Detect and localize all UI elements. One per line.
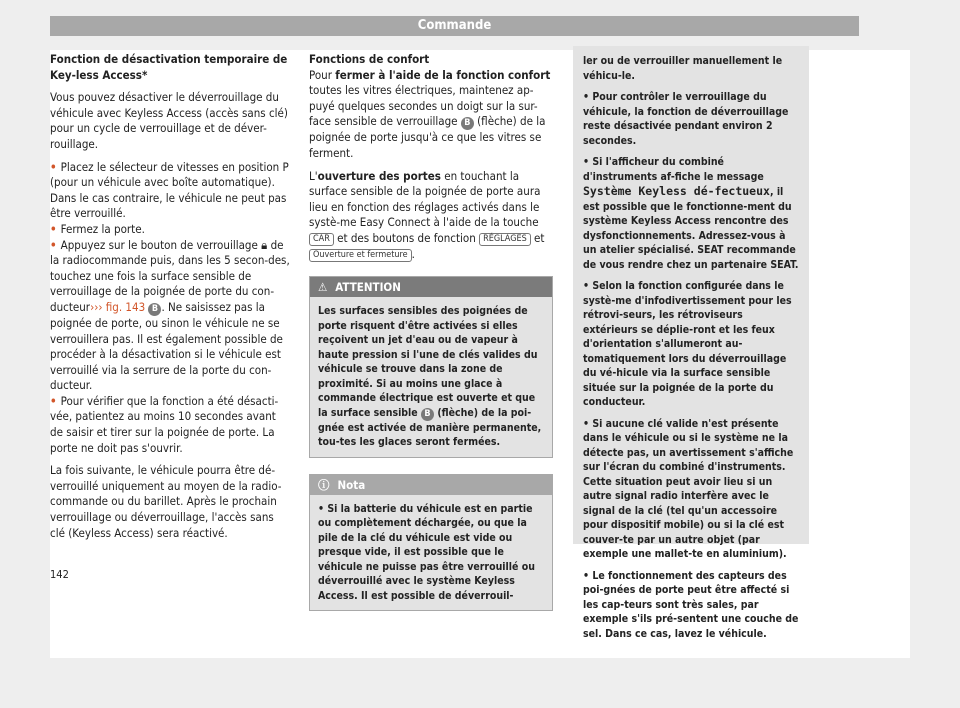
bullet-item: [50, 160, 290, 222]
bullet-text: Pour vérifier que la fonction a été désacti-vée, patientez au moins 10 secondes avant de saisir et tirer sur la poignée de porte. La porte ne doit pas s'ouvrir.: [50, 393, 279, 455]
paragraph: [309, 68, 553, 162]
bullet-icon: •: [50, 393, 57, 408]
bullet-item: [50, 238, 290, 394]
figure-reference-link[interactable]: ››› fig. 143: [90, 299, 146, 314]
text: en touchant la surface sensible de la poignée de porte aura lieu en fonction des réglages activés dans le systè-me Easy Connect à l'aide de la touche: [309, 168, 541, 230]
bullet-text: Fermez la porte.: [60, 221, 145, 236]
text: Le fonctionnement des capteurs des poi-gnées de porte peut être affecté si les cap-teurs sont très sales, par exemple s'ils pré-sentent une couche de sel. Dans ce cas, lavez le véhicule.: [583, 569, 799, 640]
paragraph: La fois suivante, le véhicule pourra être dé-verrouillé uniquement au moyen de la radio-commande ou du barillet. Après le prochain verrouillage ou déverrouillage, l'accès sans clé (Keyless Access) sera réactivé.: [50, 463, 282, 540]
warning-icon: ⚠: [318, 280, 328, 295]
text: Si aucune clé valide n'est présente dans le véhicule ou si le système ne la détecte pas, un avertissement s'affiche sur l'écran du combiné d'instruments. Cette situation peut avoir lieu si un autre signal radio interfère avec le signal de la clé (tel qu'un accessoire pour dispositif mobile) ou si la clé est couver-te par un autre objet (par exemple une mallet-te en aluminium).: [583, 417, 794, 560]
marker-b: B: [421, 408, 434, 421]
bullet-icon: •: [583, 417, 590, 430]
paragraph: Vous pouvez désactiver le déverrouillage du véhicule avec Keyless Access (accès sans clé) pour un cycle de verrouillage et de déver-rouillage.: [50, 90, 288, 151]
text: Si la batterie du véhicule est en partie ou complètement déchargée, ou que la pile de la clé du véhicule est vide ou presque vide, il est possible que le véhicule ne puisse pas être verrouillé ou déverrouillé avec le système Keyless Access. Il est possible de déverrouil-: [318, 502, 535, 602]
bullet-text: . Ne saisissez pas la poignée de porte, ou sinon le véhicule ne se verrouillera pas. Il est également possible de procéder à la désactivation si le véhicule est verrouillé via la serrure de la porte du con-ducteur.: [50, 299, 283, 393]
bullet-icon: •: [583, 91, 590, 103]
marker-b: B: [148, 303, 161, 316]
attention-title: [310, 277, 552, 297]
text: (flèche) de la poi-gnée est activée de manière permanente, tou-tes les glaces seront fermées.: [318, 406, 542, 449]
text: L': [309, 168, 318, 183]
reglages-key: RÉGLAGES: [479, 233, 531, 246]
nota-title: [310, 475, 552, 495]
paragraph: ler ou de verrouiller manuellement le véhicu-le.: [583, 55, 783, 82]
bullet-icon: •: [583, 156, 590, 168]
ouverture-key: Ouverture et fermeture: [309, 249, 412, 262]
section-heading: Fonctions de confort: [309, 52, 430, 66]
bullet-text: Placez le sélecteur de vitesses en position P (pour un véhicule avec boîte automatique). Dans le cas contraire, le véhicule ne peut pas être verrouillé.: [50, 159, 289, 221]
text: fermer à l'aide de la fonction confort: [335, 67, 551, 82]
bullet-icon: •: [50, 159, 57, 174]
text: ATTENTION: [335, 280, 401, 295]
text: Pour: [309, 67, 332, 82]
bullet-item: [583, 569, 799, 642]
bullet-text: de la radiocommande puis, dans les 5 secon-des, touchez une fois la surface sensible de verrouillage de la poignée de porte du con-ducteur: [50, 237, 290, 314]
text: Selon la fonction configurée dans le systè-me d'infodivertissement pour les rétrovi-seurs, les rétroviseurs extérieurs se déplie-ront et les feux d'orientation s'allumeront au-tomatiquement lors du déverrouillage du vé-hicule via la surface sensible située sur la poignée de la porte du conducteur.: [583, 280, 792, 408]
bullet-item: [50, 222, 290, 238]
display-message: Système Keyless dé-fectueux: [583, 184, 770, 198]
paragraph: L'ouverture des portes en touchant la surface sensible de la poignée de porte aura lieu en fonction des réglages activés dans le systè-me Easy Connect à l'aide de la touche CAR et des boutons de fonction RÉGLAGES et Ouverture et fermeture .: [309, 168, 545, 261]
lock-icon: 🔒︎: [261, 237, 268, 252]
bullet-icon: •: [583, 569, 590, 582]
text: Nota: [337, 477, 366, 492]
bullet-icon: •: [318, 502, 325, 515]
page-header: Commande: [50, 16, 859, 36]
bullet-item: [50, 394, 290, 456]
text: ouverture des portes: [317, 168, 441, 183]
text: (flèche) de la poignée de porte jusqu'à ce que les vitres se ferment.: [309, 114, 546, 160]
text: Pour contrôler le verrouillage du véhicule, la fonction de déverrouillage reste désactivée pendant environ 2 secondes.: [583, 91, 789, 147]
bullet-icon: •: [50, 237, 57, 252]
text: , il est possible que le fonctionne-ment du système Keyless Access rencontre des dysfonctionnements. Adressez-vous à un atelier spécialisé. SEAT recommande de vous rendre chez un partenaire SEAT.: [583, 186, 799, 271]
text: toutes les vitres électriques, maintenez ap-puyé quelques secondes un doigt sur la sur-face sensible de verrouillage: [309, 83, 538, 129]
nota-body: [310, 495, 552, 611]
attention-box: [309, 276, 553, 458]
info-icon: ⓘ: [318, 477, 330, 492]
bullet-item: [583, 417, 799, 562]
bullet-icon: •: [50, 221, 57, 236]
car-key: CAR: [309, 233, 334, 246]
text: Les surfaces sensibles des poignées de porte risquent d'être activées si elles reçoivent un jet d'eau ou de vapeur à haute pression si l'une de clés valides du véhicule se trouve dans la zone de proximité. Si au moins une glace à commande électrique est ouverte et que la surface sensible: [318, 305, 538, 419]
page-number: 142: [50, 568, 69, 581]
marker-b: B: [461, 117, 474, 130]
bullet-icon: •: [583, 280, 590, 292]
attention-body: [310, 297, 552, 457]
text: et: [534, 230, 545, 245]
bullet-text: Appuyez sur le bouton de verrouillage: [60, 237, 258, 252]
text: Si l'afficheur du combiné d'instruments af-fiche le message: [583, 156, 764, 183]
text: et des boutons de fonction: [337, 230, 476, 245]
column-1: [50, 52, 290, 548]
column-2: [309, 52, 553, 611]
bullet-item: [583, 90, 799, 148]
column-3-nota-continued: [573, 46, 809, 640]
bullet-item: [583, 155, 799, 272]
bullet-item: [583, 279, 799, 410]
section-heading: Fonction de désactivation temporaire de Key-less Access*: [50, 52, 288, 82]
nota-box: [309, 474, 553, 612]
